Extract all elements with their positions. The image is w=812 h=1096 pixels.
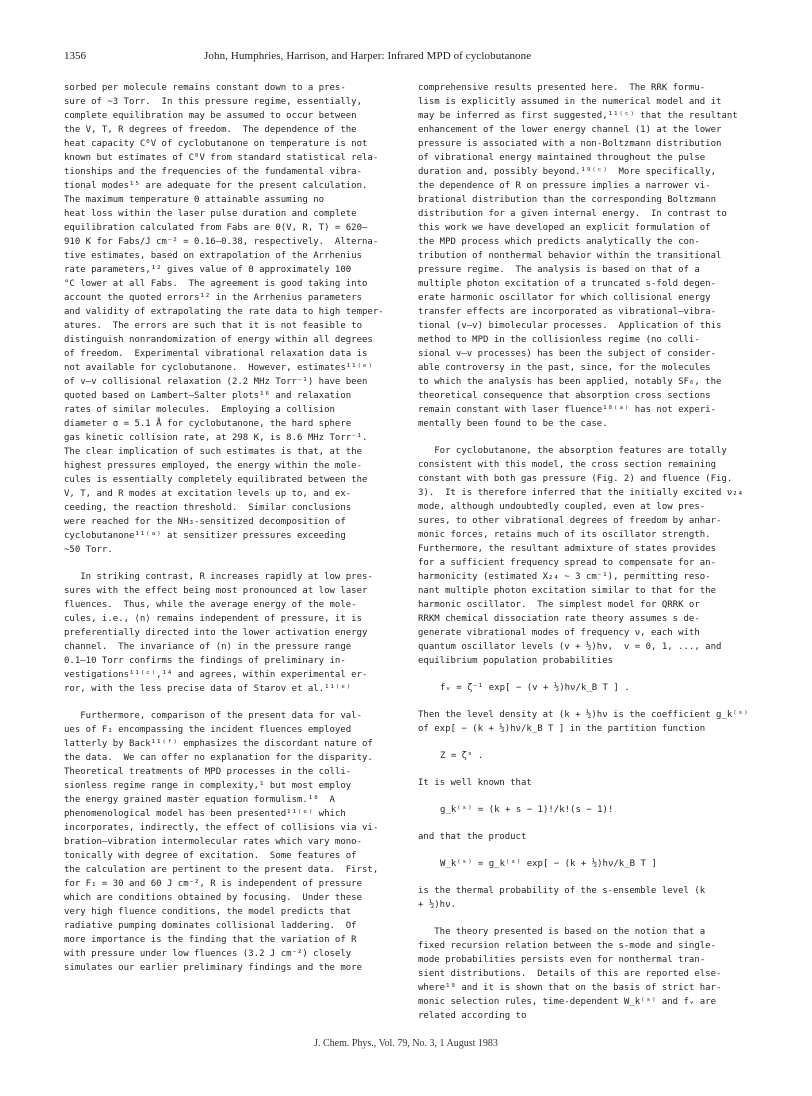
text-line: Theoretical treatments of MPD processes in the colli- (64, 767, 352, 777)
text-line: the V, T, R degrees of freedom. The dependence of the (64, 125, 357, 135)
text-line: known but estimates of C⁰V from standard statistical rela- (64, 153, 379, 163)
text-line: which are conditions obtained by focusing. Under these (64, 893, 363, 903)
text-line: is the thermal probability of the s-ensemble level (k (418, 886, 706, 896)
text-line: erate harmonic oscillator for which collisional energy (418, 293, 711, 303)
text-line: It is well known that (418, 778, 532, 788)
text-line: were reached for the NH₃-sensitized decomposition of (64, 517, 346, 527)
text-line: the calculation are pertinent to the present data. First, (64, 865, 379, 875)
text-line: tionships and the frequencies of the fundamental vibra- (64, 167, 363, 177)
text-line: constant with both gas pressure (Fig. 2) and fluence (Fig. (418, 474, 733, 484)
text-line: the MPD process which predicts analytically the con- (418, 237, 700, 247)
footer-citation: J. Chem. Phys., Vol. 79, No. 3, 1 August 1983 (314, 1038, 498, 1049)
text-line: for a sufficient frequency spread to compensate for an- (418, 558, 717, 568)
text-line: rate parameters,¹² gives value of Θ approximately 100 (64, 265, 352, 275)
paragraph-gap (418, 790, 766, 803)
text-line: harmonicity (estimated X₂₄ ~ 3 cm⁻¹), permitting reso- (418, 572, 711, 582)
text-line: more importance is the finding that the variation of R (64, 935, 357, 945)
text-line: and that the product (418, 832, 527, 842)
paragraph-gap (418, 763, 766, 776)
text-line: this work we have developed an explicit formulation of (418, 223, 711, 233)
text-line: duration and, possibly beyond.¹⁹⁽ᶜ⁾ More specifically, (418, 167, 717, 177)
text-line: sures with the effect being most pronounced at low laser (64, 586, 368, 596)
text-line: mode probabilities persists even for nonthermal tran- (418, 955, 706, 965)
text-line: transfer effects are incorporated as vibrational–vibra- (418, 307, 717, 317)
text-line: monic selection rules, time-dependent W_k⁽ˢ⁾ and fᵥ are (418, 997, 717, 1007)
equation: Z = ζˢ . (440, 751, 484, 761)
text-line: of freedom. Experimental vibrational relaxation data is (64, 349, 368, 359)
text-line: fluences. Thus, while the average energy of the mole- (64, 600, 357, 610)
text-line: monic forces, retains much of its oscillator strength. (418, 530, 711, 540)
text-line: comprehensive results presented here. The RRK formu- (418, 83, 706, 93)
right-column (418, 81, 766, 1023)
text-line: of v–v collisional relaxation (2.2 MHz Torr⁻¹) have been (64, 377, 368, 387)
text-line: cules, i.e., ⟨n⟩ remains independent of pressure, it is (64, 614, 363, 624)
text-line: latterly by Back¹¹⁽ᶠ⁾ emphasizes the discordant nature of (64, 739, 373, 749)
text-line: sures, to other vibrational degrees of freedom by anhar- (418, 516, 722, 526)
text-line: equilibrium population probabilities (418, 656, 614, 666)
text-line: tive estimates, based on extrapolation of the Arrhenius (64, 251, 363, 261)
paragraph-gap (64, 696, 410, 709)
text-line: tribution of nonthermal behavior within the transitional (418, 251, 722, 261)
text-line: not available for cyclobutanone. However, estimates¹¹⁽ᵉ⁾ (64, 363, 373, 373)
paragraph-gap (418, 844, 766, 857)
text-line: tonically with degree of excitation. Some features of (64, 851, 357, 861)
text-line: mode, although undoubtedly coupled, even at low pres- (418, 502, 706, 512)
text-line: lism is explicitly assumed in the numerical model and it (418, 97, 722, 107)
text-line: phenomenological model has been presented¹¹⁽ᵉ⁾ which (64, 809, 346, 819)
text-line: method to MPD in the collisionless regime (no colli- (418, 335, 700, 345)
text-line: Furthermore, comparison of the present data for val- (64, 711, 363, 721)
text-line: sient distributions. Details of this are reported else- (418, 969, 722, 979)
text-line: vestigations¹¹⁽ᶜ⁾,¹⁴ and agrees, within experimental er- (64, 670, 368, 680)
text-line: very high fluence conditions, the model predicts that (64, 907, 352, 917)
text-line: related according to (418, 1011, 527, 1021)
text-line: diameter σ = 5.1 Å for cyclobutanone, the hard sphere (64, 419, 352, 429)
text-line: tional modes¹⁵ are adequate for the present calculation. (64, 181, 368, 191)
text-line: ror, with the less precise data of Starov et al.¹¹⁽ᵉ⁾ (64, 684, 352, 694)
text-line: ~50 Torr. (64, 545, 113, 555)
text-line: heat capacity C⁰V of cyclobutanone on temperature is not (64, 139, 368, 149)
text-line: multiple photon excitation of a truncated s-fold degen- (418, 279, 717, 289)
text-line: preferentially directed into the lower activation energy (64, 628, 368, 638)
text-line: The theory presented is based on the notion that a (418, 927, 706, 937)
text-line: fixed recursion relation between the s-mode and single- (418, 941, 717, 951)
text-line: pressure regime. The analysis is based on that of a (418, 265, 700, 275)
paragraph-gap (418, 695, 766, 708)
text-line: Furthermore, the resultant admixture of states provides (418, 544, 717, 554)
text-line: RRKM chemical dissociation rate theory assumes s de- (418, 614, 700, 624)
text-line: incorporates, indirectly, the effect of collisions via vi- (64, 823, 379, 833)
text-line: In striking contrast, R increases rapidly at low pres- (64, 572, 373, 582)
text-line: The maximum temperature Θ attainable assuming no (64, 195, 325, 205)
text-line: the dependence of R on pressure implies a narrower vi- (418, 181, 711, 191)
text-line: ceeding, the reaction threshold. Similar conclusions (64, 503, 352, 513)
text-line: The clear implication of such estimates is that, at the (64, 447, 363, 457)
page-number: 1356 (64, 50, 86, 62)
text-line: nant multiple photon excitation similar to that for the (418, 586, 717, 596)
paragraph-gap (418, 736, 766, 749)
text-line: theoretical consequence that absorption cross sections (418, 391, 711, 401)
text-line: for F₁ = 30 and 60 J cm⁻², R is independent of pressure (64, 879, 363, 889)
text-line: distinguish nonrandomization of energy within all degrees (64, 335, 373, 345)
paragraph-gap (418, 871, 766, 884)
text-line: simulates our earlier preliminary findings and the more (64, 963, 363, 973)
text-line: harmonic oscillator. The simplest model for QRRK or (418, 600, 700, 610)
text-line: pressure is associated with a non-Boltzmann distribution (418, 139, 722, 149)
running-title: John, Humphries, Harrison, and Harper: Infrared MPD of cyclobutanone (204, 50, 532, 62)
text-line: sional v–v processes) has been the subject of consider- (418, 349, 717, 359)
text-line: to which the analysis has been applied, notably SF₆, the (418, 377, 722, 387)
text-line: mentally been found to be the case. (418, 419, 608, 429)
text-line: tional (v–v) bimolecular processes. Application of this (418, 321, 722, 331)
text-line: with pressure under low fluences (3.2 J cm⁻²) closely (64, 949, 352, 959)
text-line: complete equilibration may be assumed to occur between (64, 111, 357, 121)
text-line: sure of ~3 Torr. In this pressure regime, essentially, (64, 97, 363, 107)
text-line: 910 K for Fabs/J cm⁻² = 0.16–0.38, respectively. Alterna- (64, 237, 379, 247)
text-line: quoted based on Lambert–Salter plots¹⁶ and relaxation (64, 391, 352, 401)
text-line: account the quoted errors¹² in the Arrhenius parameters (64, 293, 363, 303)
text-line: the energy grained master equation formulism.¹⁸ A (64, 795, 335, 805)
text-line: ues of F₁ encompassing the incident fluences employed (64, 725, 352, 735)
text-line: distribution for a given internal energy. In contrast to (418, 209, 727, 219)
text-line: quantum oscillator levels (v + ½)hν, v = 0, 1, ..., and (418, 642, 722, 652)
text-line: 0.1–10 Torr confirms the findings of preliminary in- (64, 656, 346, 666)
equation: g_k⁽ˢ⁾ = (k + s − 1)!/k!(s − 1)! (440, 805, 614, 815)
text-line: may be inferred as first suggested,¹¹⁽ᶜ⁾ that the resultant (418, 111, 738, 121)
paragraph-gap (418, 431, 766, 444)
text-line: enhancement of the lower energy channel (1) at the lower (418, 125, 722, 135)
equation: W_k⁽ˢ⁾ = g_k⁽ˢ⁾ exp[ − (k + ½)hν/k_B T ] (440, 859, 657, 869)
text-line: highest pressures employed, the energy within the mole- (64, 461, 363, 471)
text-line: V, T, and R modes at excitation levels up to, and ex- (64, 489, 352, 499)
text-line: sionless regime range in complexity,¹ but most employ (64, 781, 352, 791)
text-line: brational distribution than the corresponding Boltzmann (418, 195, 717, 205)
text-line: sorbed per molecule remains constant down to a pres- (64, 83, 346, 93)
text-line: For cyclobutanone, the absorption features are totally (418, 446, 727, 456)
text-line: bration–vibration intermolecular rates which vary mono- (64, 837, 363, 847)
text-line: gas kinetic collision rate, at 298 K, is 8.6 MHz Torr⁻¹. (64, 433, 368, 443)
equation: fᵥ = ζ⁻¹ exp[ − (v + ½)hν/k_B T ] . (440, 683, 630, 693)
paragraph-gap (418, 912, 766, 925)
paragraph-gap (418, 817, 766, 830)
paragraph-gap (64, 557, 410, 570)
text-line: radiative pumping dominates collisional laddering. Of (64, 921, 357, 931)
text-line: atures. The errors are such that it is not feasible to (64, 321, 363, 331)
text-line: able controversy in the past, since, for the molecules (418, 363, 711, 373)
text-line: rates of similar molecules. Employing a collision (64, 405, 335, 415)
left-column (64, 81, 410, 975)
text-line: Then the level density at (k + ½)hν is the coefficient g_k⁽ˢ⁾ (418, 710, 749, 720)
text-line: cyclobutanone¹¹⁽ᵃ⁾ at sensitizer pressures exceeding (64, 531, 346, 541)
text-line: remain constant with laser fluence¹⁸⁽ᵃ⁾ has not experi- (418, 405, 717, 415)
text-line: heat loss within the laser pulse duration and complete (64, 209, 357, 219)
text-line: the data. We can offer no explanation for the disparity. (64, 753, 373, 763)
text-line: generate vibrational modes of frequency ν, each with (418, 628, 700, 638)
text-line: of exp[ − (k + ½)hν/k_B T ] in the partition function (418, 724, 706, 734)
text-line: consistent with this model, the cross section remaining (418, 460, 717, 470)
text-line: channel. The invariance of ⟨n⟩ in the pressure range (64, 642, 352, 652)
paragraph-gap (418, 668, 766, 681)
text-line: cules is essentially completely equilibrated between the (64, 475, 368, 485)
text-line: of vibrational energy maintained throughout the pulse (418, 153, 706, 163)
text-line: and validity of extrapolating the rate data to high temper- (64, 307, 384, 317)
text-line: + ½)hν. (418, 900, 456, 910)
text-line: where¹⁹ and it is shown that on the basis of strict har- (418, 983, 722, 993)
text-line: °C lower at all Fabs. The agreement is good taking into (64, 279, 368, 289)
text-line: 3). It is therefore inferred that the initially excited ν₂₄ (418, 488, 744, 498)
text-line: equilibration calculated from Fabs are Θ(V, R, T) = 620– (64, 223, 368, 233)
